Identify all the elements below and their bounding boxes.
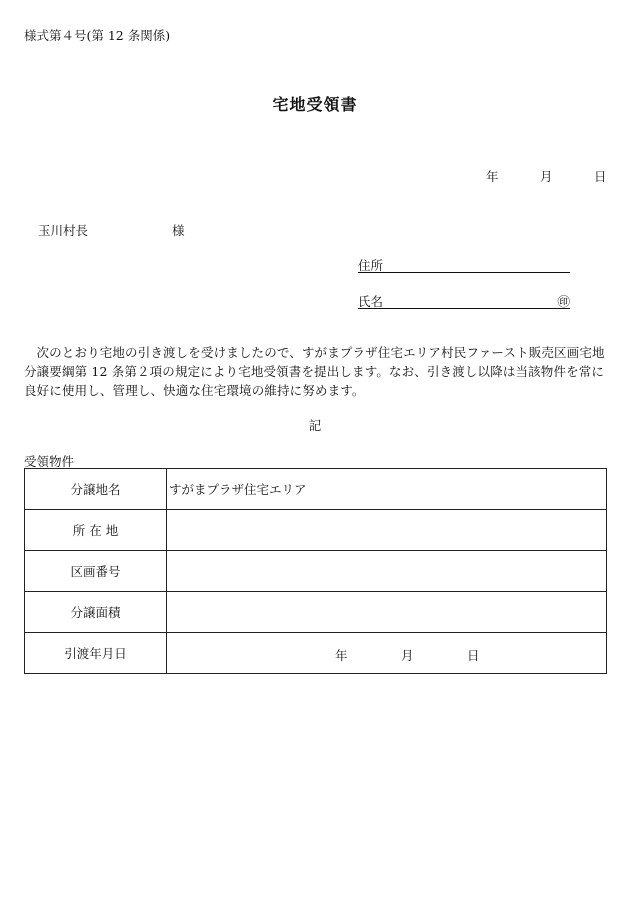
lot-number-value[interactable] bbox=[167, 551, 607, 592]
table-row bbox=[25, 592, 607, 633]
addressee-name: 玉川村長 bbox=[38, 223, 89, 238]
row-label-delivery-date: 引渡年月日 bbox=[25, 633, 167, 674]
name-field[interactable] bbox=[358, 292, 570, 309]
property-table bbox=[24, 468, 607, 674]
address-field[interactable] bbox=[358, 256, 570, 273]
table-row bbox=[25, 551, 607, 592]
delivery-date-value[interactable] bbox=[167, 633, 607, 674]
delivery-month-label: 月 bbox=[401, 648, 414, 663]
lot-name-value[interactable]: すがまプラザ住宅エリア bbox=[167, 469, 607, 510]
addressee-honorific: 様 bbox=[172, 223, 185, 238]
section-label: 受領物件 bbox=[24, 454, 75, 469]
ki-heading: 記 bbox=[308, 418, 322, 433]
table-row bbox=[25, 510, 607, 551]
area-value[interactable] bbox=[167, 592, 607, 633]
table-row bbox=[25, 633, 607, 674]
row-label-area: 分譲面積 bbox=[25, 592, 167, 633]
name-label: 氏名 bbox=[358, 294, 384, 309]
body-paragraph: 次のとおり宅地の引き渡しを受けましたので、すがまプラザ住宅エリア村民ファースト販売区画宅地分譲要綱第 12 条第２項の規定により宅地受領書を提出します。なお、引き渡し以降は当該物件を常に良好に使用し、管理し、快適な住宅環境の維持に努めます。 bbox=[24, 345, 605, 398]
date-day-label: 日 bbox=[594, 169, 607, 184]
delivery-day-label: 日 bbox=[467, 648, 480, 663]
seal-mark: ㊞ bbox=[557, 294, 570, 309]
delivery-year-label: 年 bbox=[335, 648, 348, 663]
row-label-location: 所 在 地 bbox=[25, 510, 167, 551]
location-value[interactable] bbox=[167, 510, 607, 551]
table-row bbox=[25, 469, 607, 510]
date-month-label: 月 bbox=[540, 169, 553, 184]
row-label-lot-name: 分譲地名 bbox=[25, 469, 167, 510]
row-label-lot-number: 区画番号 bbox=[25, 551, 167, 592]
date-year-label: 年 bbox=[486, 169, 499, 184]
page-title: 宅地受領書 bbox=[272, 95, 358, 114]
address-label: 住所 bbox=[358, 258, 384, 273]
form-number: 様式第４号(第 12 条関係) bbox=[24, 28, 171, 43]
